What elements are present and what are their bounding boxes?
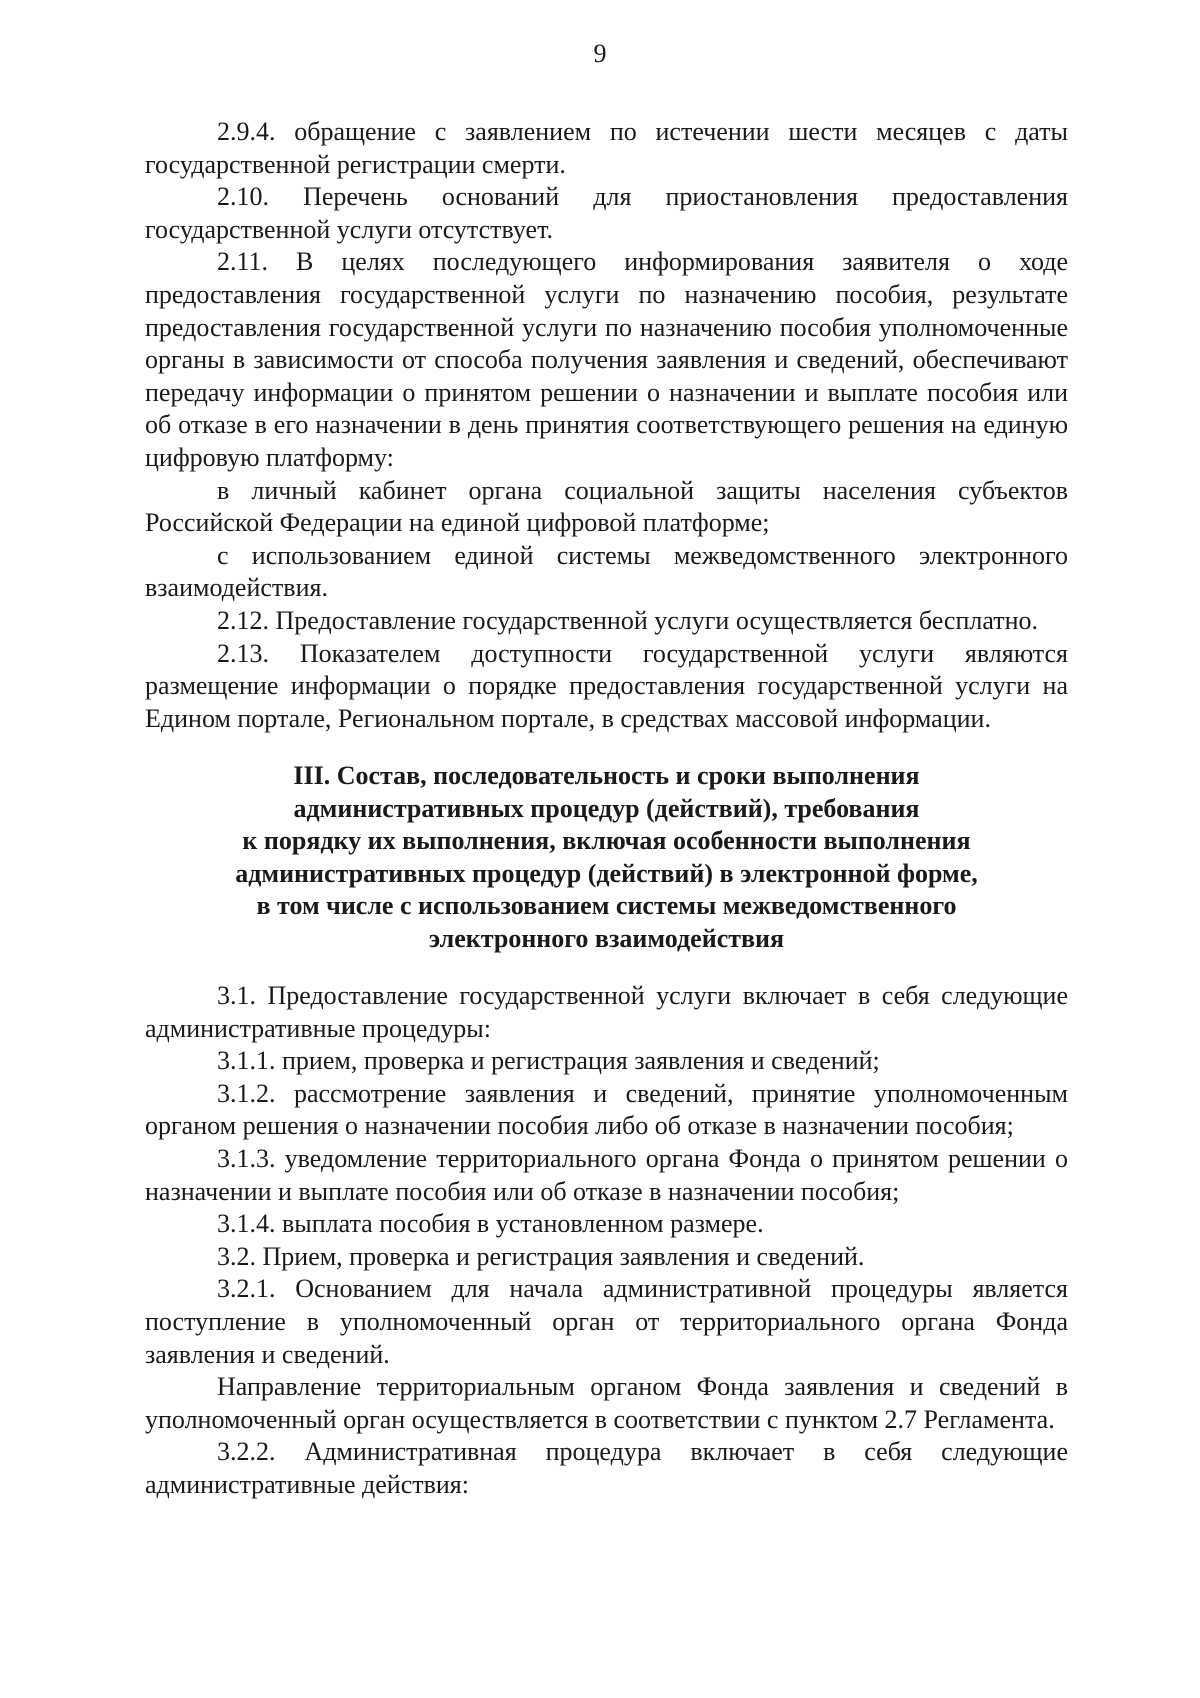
body-text-top xyxy=(145,116,1068,735)
paragraph-fund-direction: Направление территориальным органом Фонда заявления и сведений в уполномоченный орган осуществляется в соответствии с пунктом 2.7 Регламента. xyxy=(145,1372,1068,1434)
heading-line: электронного взаимодействия xyxy=(428,923,785,953)
paragraph-2-9-4: 2.9.4. обращение с заявлением по истечении шести месяцев с даты государственной регистрации смерти. xyxy=(145,117,1068,179)
paragraph-3-2-2: 3.2.2. Административная процедура включает в себя следующие административные действия: xyxy=(145,1437,1068,1499)
paragraph-2-12: 2.12. Предоставление государственной услуги осуществляется бесплатно. xyxy=(217,605,1039,635)
paragraph-personal-cabinet: в личный кабинет органа социальной защиты населения субъектов Российской Федерации на единой цифровой платформе; xyxy=(145,475,1068,538)
section-heading-iii xyxy=(145,760,1068,956)
paragraph-3-1: 3.1. Предоставление государственной услуги включает в себя следующие административные процедуры: xyxy=(145,981,1068,1043)
paragraph-interagency-system: с использованием единой системы межведомственного электронного взаимодействия. xyxy=(145,540,1068,603)
paragraph-3-2-1: 3.2.1. Основанием для начала административной процедуры является поступление в уполномоченный орган от территориального органа Фонда заявления и сведений. xyxy=(145,1274,1068,1369)
heading-line: административных процедур (действий) в электронной форме, xyxy=(235,858,978,888)
paragraph-2-10: 2.10. Перечень оснований для приостановления предоставления государственной услуги отсутствует. xyxy=(145,182,1068,244)
paragraph-2-11: 2.11. В целях последующего информирования заявителя о ходе предоставления государственной услуги по назначению пособия, результате предоставления государственной услуги по назначению пособия уполномоченные органы в зависимости от способа получения заявления и сведений, обеспечивают передачу информации о принятом решении о назначении и выплате пособия или об отказе в его назначении в день принятия соответствующего решения на единую цифровую платформу: xyxy=(145,247,1068,472)
paragraph-3-1-2: 3.1.2. рассмотрение заявления и сведений, принятие уполномоченным органом решения о назначении пособия либо об отказе в назначении пособия; xyxy=(145,1078,1068,1141)
paragraph-3-1-4: 3.1.4. выплата пособия в установленном размере. xyxy=(217,1209,764,1239)
heading-line: административных процедур (действий), требования xyxy=(293,793,920,823)
heading-line: к порядку их выполнения, включая особенности выполнения xyxy=(242,826,971,856)
paragraph-3-1-3: 3.1.3. уведомление территориального органа Фонда о принятом решении о назначении и выплате пособия или об отказе в назначении пособия; xyxy=(145,1143,1068,1206)
heading-line: III. Состав, последовательность и сроки выполнения xyxy=(293,761,920,790)
paragraph-3-2: 3.2. Прием, проверка и регистрация заявления и сведений. xyxy=(217,1241,865,1271)
paragraph-2-13: 2.13. Показателем доступности государственной услуги являются размещение информации о порядке предоставления государственной услуги на Едином портале, Региональном портале, в средствах массовой информации. xyxy=(145,638,1068,733)
heading-line: в том числе с использованием системы межведомственного xyxy=(256,891,957,921)
paragraph-3-1-1: 3.1.1. прием, проверка и регистрация заявления и сведений; xyxy=(217,1046,880,1076)
body-text-bottom xyxy=(145,980,1068,1502)
page-number: 9 xyxy=(593,39,607,68)
